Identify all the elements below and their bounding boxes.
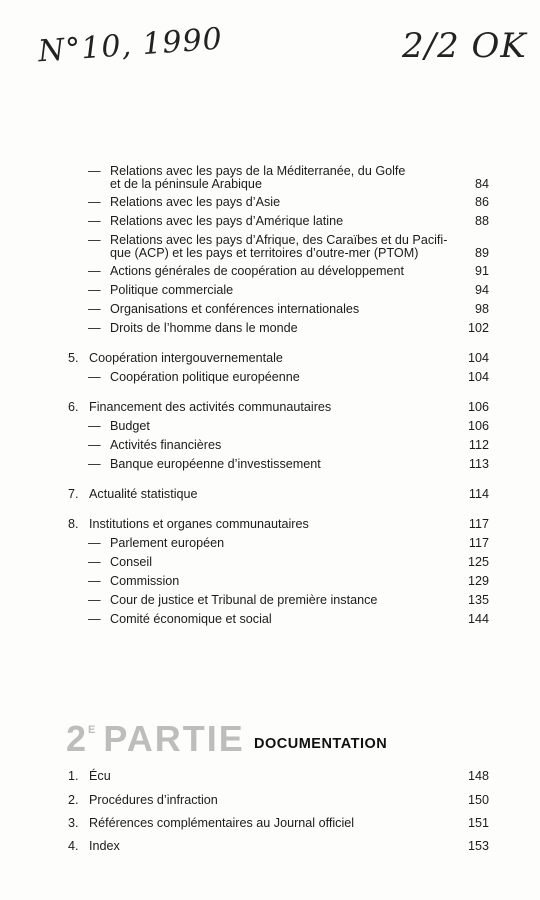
toc-entry-label-cont: et de la péninsule Arabique bbox=[110, 177, 262, 191]
dash: — bbox=[88, 612, 101, 626]
toc-entry-label: Parlement européen bbox=[110, 536, 225, 550]
part-two-title bbox=[66, 718, 245, 760]
dash: — bbox=[88, 195, 101, 209]
toc-entry-page: 129 bbox=[467, 574, 489, 588]
part-number: 2 bbox=[66, 718, 89, 759]
toc-section-title: Institutions et organes communautaires bbox=[89, 517, 309, 531]
dash: — bbox=[88, 457, 101, 471]
toc-section-page: 106 bbox=[467, 400, 489, 414]
toc-entry-label-cont: que (ACP) et les pays et territoires d’outre-mer (PTOM) bbox=[110, 246, 419, 260]
toc-section-number: 3. bbox=[68, 816, 79, 830]
dash: — bbox=[88, 438, 101, 452]
toc-entry-page: 112 bbox=[468, 438, 489, 452]
part-two-heading bbox=[66, 720, 486, 760]
dash: — bbox=[88, 555, 101, 569]
toc-section-page: 104 bbox=[467, 351, 489, 365]
toc-entry-label: Coopération politique européenne bbox=[110, 370, 300, 384]
toc-entry-page: 91 bbox=[474, 264, 489, 278]
toc-section-number: 1. bbox=[68, 769, 79, 783]
toc-section-title: Écu bbox=[89, 769, 111, 783]
toc-entry-label: Droits de l’homme dans le monde bbox=[110, 321, 298, 335]
toc-section-page: 151 bbox=[467, 816, 489, 830]
toc-section-page: 117 bbox=[468, 517, 489, 531]
dash: — bbox=[88, 536, 101, 550]
part-two-subtitle: DOCUMENTATION bbox=[254, 736, 388, 752]
toc-section-number: 6. bbox=[68, 400, 79, 414]
toc-entry-label: Budget bbox=[110, 419, 150, 433]
dash: — bbox=[88, 264, 101, 278]
toc-section-title: Procédures d’infraction bbox=[89, 793, 218, 807]
toc-section-number: 8. bbox=[68, 517, 79, 531]
toc-entry-page: 104 bbox=[467, 370, 489, 384]
toc-entry-label: Relations avec les pays d’Amérique latine bbox=[110, 214, 344, 228]
toc-entry-page: 102 bbox=[467, 321, 489, 335]
dash: — bbox=[88, 593, 101, 607]
toc-entry-page: 94 bbox=[474, 283, 489, 297]
toc-section-page: 150 bbox=[467, 793, 489, 807]
toc-entry-page: 86 bbox=[474, 195, 489, 209]
dash: — bbox=[88, 302, 101, 316]
toc-section-number: 4. bbox=[68, 839, 79, 853]
toc-entry-page: 84 bbox=[474, 177, 489, 191]
toc-section-number: 2. bbox=[68, 793, 79, 807]
toc-entry-label: Cour de justice et Tribunal de première instance bbox=[110, 593, 378, 607]
toc-entry-label: Actions générales de coopération au développement bbox=[110, 264, 405, 278]
toc-entry-page: 89 bbox=[474, 246, 489, 260]
toc-section-page: 153 bbox=[467, 839, 489, 853]
toc-entry-label: Banque européenne d’investissement bbox=[110, 457, 321, 471]
toc-entry-label: Organisations et conférences internationales bbox=[110, 302, 360, 316]
toc-section-page: 114 bbox=[468, 487, 489, 501]
handwritten-status-note: 2/2 OK bbox=[402, 26, 527, 66]
toc-entry-page: 106 bbox=[467, 419, 489, 433]
toc-section-page: 148 bbox=[467, 769, 489, 783]
handwritten-issue-note: N°10, 1990 bbox=[37, 21, 224, 70]
toc-section-title: Coopération intergouvernementale bbox=[89, 351, 283, 365]
toc-entry-page: 88 bbox=[474, 214, 489, 228]
part-word: PARTIE bbox=[103, 718, 245, 759]
toc-entry-page: 117 bbox=[468, 536, 489, 550]
toc-entry-page: 98 bbox=[474, 302, 489, 316]
toc-entry-page: 135 bbox=[467, 593, 489, 607]
toc-entry-page: 125 bbox=[467, 555, 489, 569]
toc-entry-label: Relations avec les pays de la Méditerranée, du Golfe bbox=[110, 164, 406, 178]
toc-entry-label: Relations avec les pays d’Asie bbox=[110, 195, 281, 209]
toc-section-title: Index bbox=[89, 839, 120, 853]
dash: — bbox=[88, 574, 101, 588]
dash: — bbox=[88, 370, 101, 384]
toc-entry-page: 113 bbox=[468, 457, 489, 471]
part-number-superscript: E bbox=[88, 724, 98, 736]
dash: — bbox=[88, 321, 101, 335]
toc-entry-label: Conseil bbox=[110, 555, 152, 569]
toc-section-title: Références complémentaires au Journal officiel bbox=[89, 816, 355, 830]
toc-entry-label: Comité économique et social bbox=[110, 612, 272, 626]
toc-section-title: Actualité statistique bbox=[89, 487, 198, 501]
toc-entry-label: Activités financières bbox=[110, 438, 222, 452]
toc-section-number: 7. bbox=[68, 487, 79, 501]
toc-entry-label: Commission bbox=[110, 574, 180, 588]
dash: — bbox=[88, 233, 101, 247]
toc-section-title: Financement des activités communautaires bbox=[89, 400, 332, 414]
toc-entry-label: Relations avec les pays d’Afrique, des Caraïbes et du Pacifi- bbox=[110, 233, 448, 247]
dash: — bbox=[88, 419, 101, 433]
toc-entry-page: 144 bbox=[467, 612, 489, 626]
dash: — bbox=[88, 164, 101, 178]
dash: — bbox=[88, 283, 101, 297]
dash: — bbox=[88, 214, 101, 228]
toc-entry-label: Politique commerciale bbox=[110, 283, 234, 297]
toc-section-number: 5. bbox=[68, 351, 79, 365]
